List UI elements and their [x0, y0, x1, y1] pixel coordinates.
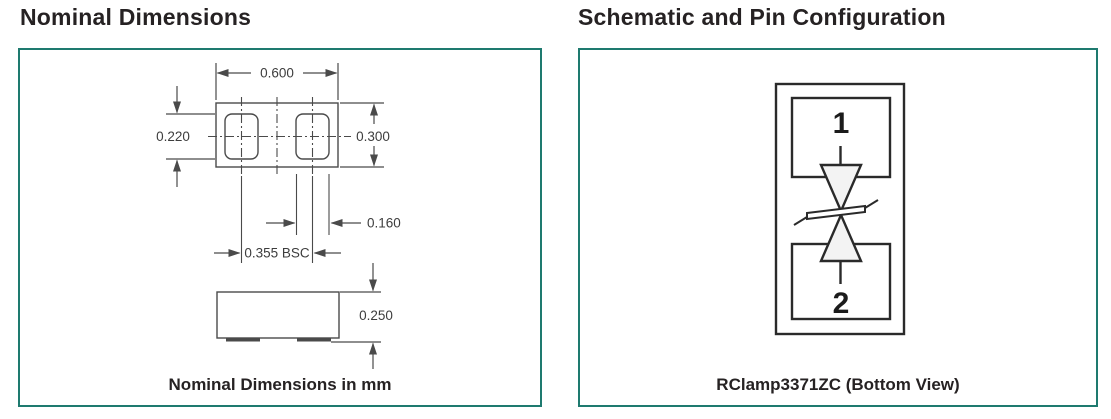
diode-triangle-down-icon: [821, 165, 861, 211]
schematic-panel: [578, 48, 1098, 407]
package-body-side-view: [217, 292, 339, 338]
dim-pad-width-label: 0.160: [367, 215, 401, 231]
right-panel-caption: RClamp3371ZC (Bottom View): [716, 375, 960, 394]
left-panel-caption: Nominal Dimensions in mm: [168, 375, 392, 394]
dim-pad-height-label: 0.220: [156, 129, 190, 144]
mechanical-drawing: [20, 50, 540, 380]
schematic-title: Schematic and Pin Configuration: [578, 4, 946, 30]
zener-bar-icon: [794, 200, 878, 225]
schematic-drawing: [580, 50, 1100, 380]
dim-body-height-label: 0.300: [356, 129, 390, 144]
pin2-label: 2: [832, 287, 850, 320]
dim-pad-pitch-label: 0.355 BSC: [244, 245, 310, 261]
dim-thickness-label: 0.250: [359, 308, 393, 323]
nominal-dimensions-title: Nominal Dimensions: [20, 4, 252, 30]
diode-triangle-up-icon: [821, 215, 861, 261]
pin1-label: 1: [832, 107, 850, 140]
dim-body-width-label: 0.600: [260, 65, 294, 81]
nominal-dimensions-panel: [18, 48, 542, 407]
